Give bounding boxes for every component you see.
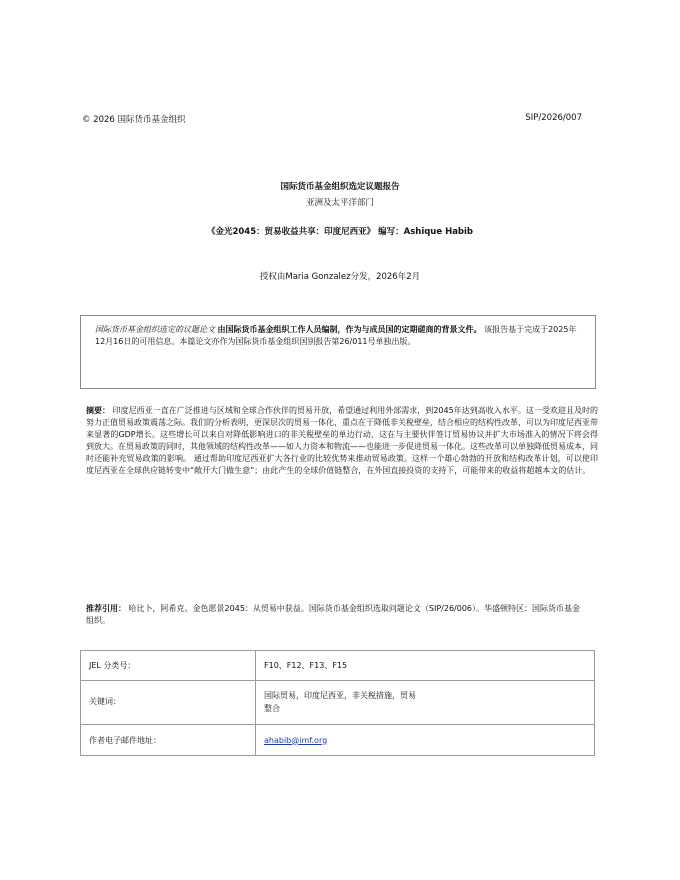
author-name: Ashique Habib [403, 227, 474, 237]
email-cell [256, 725, 595, 756]
jel-label: JEL 分类号： [81, 651, 256, 681]
paper-title-line [0, 225, 680, 237]
table-row [81, 725, 595, 756]
author-prefix: 编写： [378, 227, 404, 237]
copyright-notice: © 2026 国际货币基金组织 [82, 115, 186, 125]
citation-text: 哈比卜，阿希克。金色愿景2045：从贸易中获益。国际货币基金组织选取问题论文（SIP/26/006）。华盛顿特区：国际货币基金组织。 [86, 604, 581, 625]
disclaimer-bold: 由国际货币基金组织工作人员编制，作为与成员国的定期磋商的背景文件。 [217, 325, 482, 334]
abstract-label: 摘要： [86, 406, 111, 415]
keywords-cell [256, 681, 595, 725]
disclaimer-italic: 国际货币基金组织选定的议题论文 [95, 325, 215, 334]
disclaimer-text: 该报告基于完成于2025年12月16日的可用信息。本篇论文亦作为国际货币基金组织国别报告第26/011号单独出版。 [95, 325, 577, 346]
paper-number: SIP/2026/007 [525, 113, 582, 123]
jel-value: F10、F12、F13、F15 [256, 651, 595, 681]
department: 亚洲及太平洋部门 [305, 198, 374, 208]
keywords-line-1: 国际贸易，印度尼西亚，非关税措施，贸易 [264, 690, 416, 700]
abstract-text: 印度尼西亚一直在广泛推进与区域和全球合作伙伴的贸易开放，希望通过利用外部需求，到2045年达到高收入水平。这一受欢迎且及时的努力正值贸易政策震荡之际。我们的分析表明，更深层次的贸易一体化，重点在于降低非关税壁垒，结合相应的结构性改革，可以为印度尼西亚带来显著的GDP增长。这些增长可以来自对降低影响进口的非关税壁垒的单边行动，这在与主要伙伴签订贸易协议并扩大市场准入的情况下将会得到放大。在贸易政策的同时，其他领域的结构性改革——如人力资本和物流——也能进一步促进贸易一体化。这些改革可以单独降低贸易成本，同时还能补充贸易政策的影响。 通过帮助印度尼西亚扩大各行业的比较优势来推动贸易政策。这样一个雄心勃勃的开放和结构改革计划，可以使印度尼西亚在全球供应链转变中“敞开大门做生意”；由此产生的全球价值链整合，在外国直接投资的支持下，可能带来的收益将超越本文的估计。 [86, 406, 599, 475]
authorization-line: 授权由Maria Gonzalez分发，2026年2月 [259, 272, 421, 282]
disclaimer-box [80, 315, 596, 389]
table-row [81, 681, 595, 725]
abstract [86, 405, 598, 477]
citation-label: 推荐引用： [86, 604, 126, 613]
metadata-table [80, 650, 595, 756]
paper-title: 《金光2045：贸易收益共享：印度尼西亚》 [206, 227, 376, 237]
recommended-citation [86, 603, 586, 627]
keywords-label: 关键词： [81, 681, 256, 725]
keywords-line-2: 整合 [264, 703, 280, 713]
table-row [81, 651, 595, 681]
email-label: 作者电子邮件地址： [81, 725, 256, 756]
series-title: 国际货币基金组织选定议题报告 [280, 182, 400, 192]
author-email-link[interactable]: ahabib@imf.org [264, 735, 328, 745]
